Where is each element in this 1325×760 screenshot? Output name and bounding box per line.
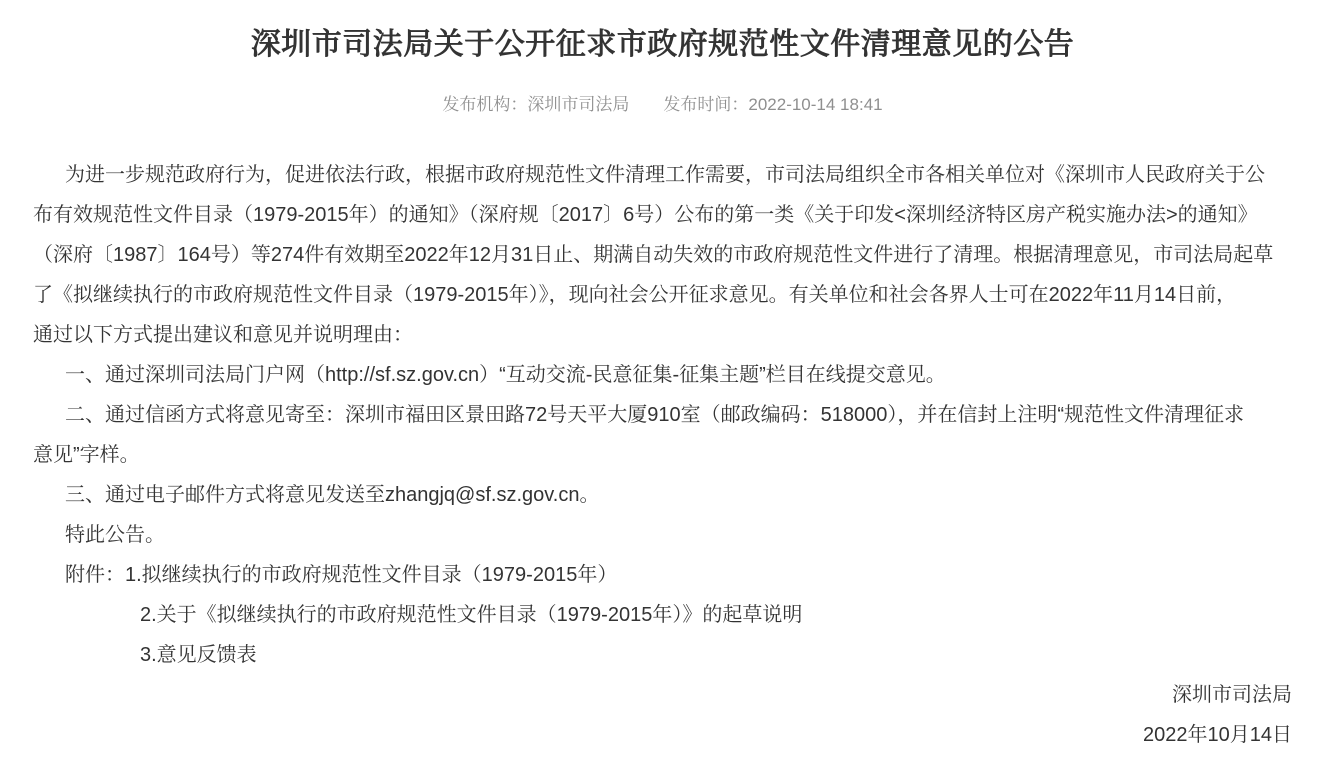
signature-org: 深圳市司法局 <box>1172 684 1292 706</box>
attachment-item-3: 3.意见反馈表 <box>140 644 257 666</box>
paragraph-line: 布有效规范性文件目录（1979-2015年）的通知》（深府规〔2017〕6号）公布的第一类《关于印发<深圳经济特区房产税实施办法>的通知》 <box>33 204 1258 226</box>
paragraph-line: 了《拟继续执行的市政府规范性文件目录（1979-2015年）》，现向社会公开征求意见。有关单位和社会各界人士可在2022年11月14日前， <box>33 284 1237 306</box>
paragraph-line: （深府〔1987〕164号）等274件有效期至2022年12月31日止、期满自动失效的市政府规范性文件进行了清理。根据清理意见，市司法局起草 <box>33 244 1274 266</box>
paragraph-line: 为进一步规范政府行为，促进依法行政，根据市政府规范性文件清理工作需要，市司法局组织全市各相关单位对《深圳市人民政府关于公 <box>65 164 1265 186</box>
list-item-mail-channel: 二、通过信函方式将意见寄至：深圳市福田区景田路72号天平大厦910室（邮政编码：518000），并在信封上注明“规范性文件清理征求 <box>65 404 1245 426</box>
publish-meta <box>0 90 1325 115</box>
page-title: 深圳市司法局关于公开征求市政府规范性文件清理意见的公告 <box>250 28 1075 61</box>
announcement-body <box>33 155 1292 755</box>
paragraph-line: 通过以下方式提出建议和意见并说明理由： <box>33 324 413 346</box>
signature-date: 2022年10月14日 <box>1143 724 1292 746</box>
publish-org: 发布机构：深圳市司法局 <box>442 95 630 114</box>
attachment-item-1: 附件：1.拟继续执行的市政府规范性文件目录（1979-2015年） <box>65 564 618 586</box>
list-item-online-channel: 一、通过深圳司法局门户网（http://sf.sz.gov.cn）“互动交流-民意征集-征集主题”栏目在线提交意见。 <box>65 364 946 386</box>
publish-time: 发布时间：2022-10-14 18:41 <box>663 95 883 114</box>
closing-line: 特此公告。 <box>65 524 165 546</box>
attachment-item-2: 2.关于《拟继续执行的市政府规范性文件目录（1979-2015年）》的起草说明 <box>140 604 803 626</box>
list-item-email-channel: 三、通过电子邮件方式将意见发送至zhangjq@sf.sz.gov.cn。 <box>65 484 600 506</box>
paragraph-line: 意见”字样。 <box>33 444 140 466</box>
